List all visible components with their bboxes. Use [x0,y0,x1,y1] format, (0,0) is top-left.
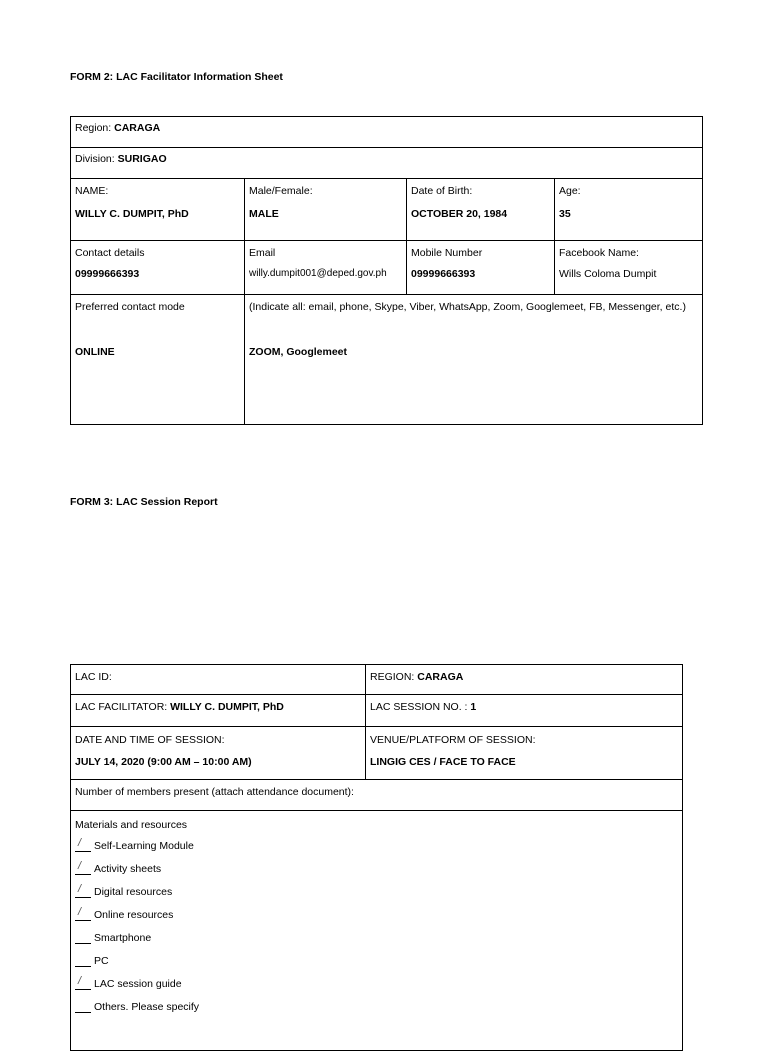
preferred-contact-value: ONLINE [75,346,115,358]
facebook-label: Facebook Name: [559,247,639,259]
facebook-value: Wills Coloma Dumpit [559,268,657,280]
datetime-label: DATE AND TIME OF SESSION: [75,734,225,746]
division-row [71,148,703,179]
material-item [75,834,678,857]
email-value: willy.dumpit001@deped.gov.ph [249,268,387,279]
check-mark-icon: / [78,836,82,849]
dob-label: Date of Birth: [411,185,473,197]
members-present-label: Number of members present (attach attendance document): [75,786,354,798]
sex-value: MALE [249,208,279,220]
members-row [71,780,683,811]
material-label: Others. Please specify [94,1000,200,1013]
material-label: Digital resources [94,885,173,898]
datetime-value: JULY 14, 2020 (9:00 AM – 10:00 AM) [75,756,252,768]
report-region-label: REGION: [370,671,418,683]
lac-facilitator-value: WILLY C. DUMPIT, PhD [170,701,284,713]
preferred-contact-instruction: (Indicate all: email, phone, Skype, Viber, WhatsApp, Zoom, Googlemeet, FB, Messenger, etc.) [249,301,686,313]
checkbox-blank[interactable] [75,836,91,852]
lac-id-label: LAC ID: [75,671,112,683]
region-label: Region: [75,122,115,134]
checkbox-blank[interactable] [75,905,91,921]
facilitator-info-table [70,116,703,425]
report-region-value: CARAGA [417,671,464,683]
checkbox-blank[interactable] [75,932,91,944]
checkbox-blank[interactable] [75,882,91,898]
session-no-label: LAC SESSION NO. : [370,701,471,713]
material-label: PC [94,954,109,967]
check-mark-icon: / [78,882,82,895]
material-item [75,880,678,903]
check-mark-icon: / [78,859,82,872]
age-value: 35 [559,208,571,220]
checkbox-blank[interactable] [75,859,91,875]
form2-title: FORM 2: LAC Facilitator Information Sheet [70,71,283,83]
material-item [75,903,678,926]
division-label: Division: [75,153,118,165]
name-value: WILLY C. DUMPIT, PhD [75,208,189,220]
contact-label: Contact details [75,247,145,259]
material-item [75,857,678,880]
preferred-contact-label: Preferred contact mode [75,301,185,313]
materials-row [71,811,683,1051]
lac-facilitator-label: LAC FACILITATOR: [75,701,171,713]
checkbox-blank[interactable] [75,955,91,967]
preferred-platforms-value: ZOOM, Googlemeet [249,346,348,358]
email-label: Email [249,247,276,259]
material-item [75,972,678,995]
contact-row [71,241,703,295]
material-label: Online resources [94,908,174,921]
material-label: Self-Learning Module [94,839,194,852]
sex-label: Male/Female: [249,185,313,197]
material-item [75,995,678,1018]
region-value: CARAGA [114,122,161,134]
datetime-row [71,727,683,780]
materials-list [75,834,678,1018]
name-label: NAME: [75,185,109,197]
preferred-contact-row [71,295,703,425]
check-mark-icon: / [78,905,82,918]
material-label: Smartphone [94,931,152,944]
material-item [75,949,678,972]
mobile-label: Mobile Number [411,247,483,259]
checkbox-blank[interactable] [75,1001,91,1013]
session-report-table [70,664,683,1051]
material-label: LAC session guide [94,977,182,990]
lac-id-row [71,665,683,695]
dob-value: OCTOBER 20, 1984 [411,208,508,220]
material-label: Activity sheets [94,862,162,875]
session-no-value: 1 [470,701,477,713]
contact-value: 09999666393 [75,268,140,280]
check-mark-icon: / [78,974,82,987]
facilitator-row [71,695,683,727]
identity-row [71,179,703,241]
materials-title: Materials and resources [75,818,188,831]
venue-label: VENUE/PLATFORM OF SESSION: [370,734,536,746]
mobile-value: 09999666393 [411,268,476,280]
form3-title: FORM 3: LAC Session Report [70,496,218,508]
division-value: SURIGAO [117,153,167,165]
age-label: Age: [559,185,581,197]
material-item [75,926,678,949]
checkbox-blank[interactable] [75,974,91,990]
region-row [71,117,703,148]
venue-value: LINGIG CES / FACE TO FACE [370,756,516,768]
